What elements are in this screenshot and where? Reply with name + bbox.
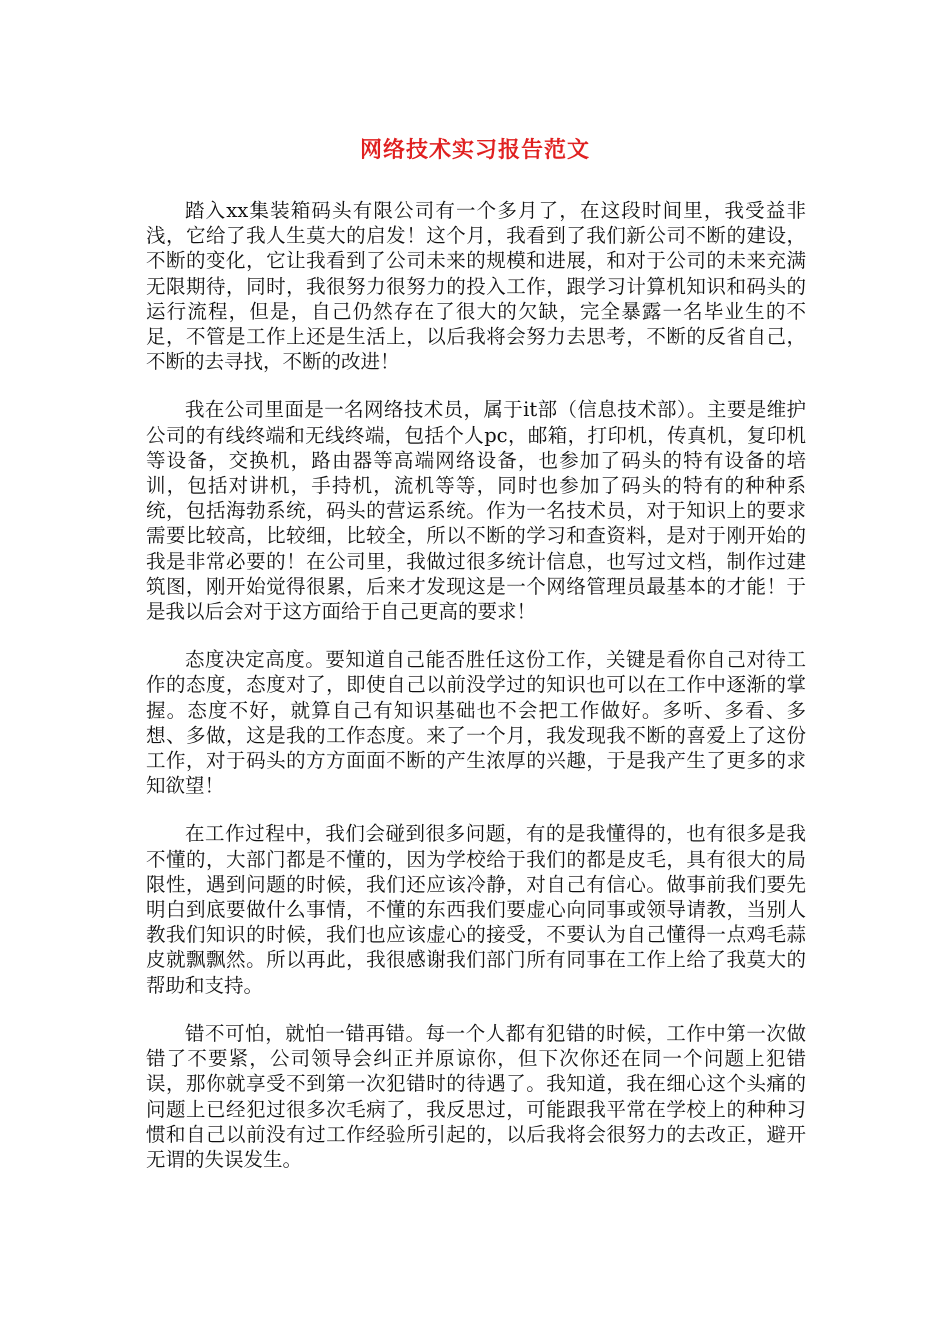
paragraph-3: 态度决定高度。要知道自己能否胜任这份工作，关键是看你自己对待工作的态度，态度对了，即使自己以前没学过的知识也可以在工作中逐渐的掌握。态度不好，就算自己有知识基础也不会把工作做好。多听、多看、多想、多做，这是我的工作态度。来了一个月，我发现我不断的喜爱上了这份工作，对于码头的方方面面不断的产生浓厚的兴趣，于是我产生了更多的求知欲望！ [146,648,806,798]
paragraph-1: 踏入xx集装箱码头有限公司有一个多月了，在这段时间里，我受益非浅，它给了我人生莫大的启发！这个月，我看到了我们新公司不断的建设，不断的变化，它让我看到了公司未来的规模和进展，和对于公司的未来充满无限期待，同时，我很努力很努力的投入工作，跟学习计算机知识和码头的运行流程，但是，自己仍然存在了很大的欠缺，完全暴露一名毕业生的不足，不管是工作上还是生活上，以后我将会努力去思考，不断的反省自己，不断的去寻找，不断的改进！ [146,199,806,374]
document-title: 网络技术实习报告范文 [359,138,590,163]
paragraph-5: 错不可怕，就怕一错再错。每一个人都有犯错的时候，工作中第一次做错了不要紧，公司领导会纠正并原谅你，但下次你还在同一个问题上犯错误，那你就享受不到第一次犯错时的待遇了。我知道，我在细心这个头痛的问题上已经犯过很多次毛病了，我反思过，可能跟我平常在学校上的种种习惯和自己以前没有过工作经验所引起的，以后我将会很努力的去改正，避开无谓的失误发生。 [146,1021,806,1171]
document-body [146,198,806,1195]
paragraph-2: 我在公司里面是一名网络技术员，属于it部（信息技术部）。主要是维护公司的有线终端和无线终端，包括个人pc，邮箱，打印机，传真机，复印机等设备，交换机，路由器等高端网络设备，也参加了码头的特有设备的培训，包括对讲机，手持机，流机等等，同时也参加了码头的特有的种种系统，包括海勃系统，码头的营运系统。作为一名技术员，对于知识上的要求需要比较高，比较细，比较全，所以不断的学习和查资料，是对于刚开始的我是非常必要的！在公司里，我做过很多统计信息，也写过文档，制作过建筑图，刚开始觉得很累，后来才发现这是一个网络管理员最基本的才能！于是我以后会对于这方面给于自己更高的要求！ [146,398,806,624]
paragraph-4: 在工作过程中，我们会碰到很多问题，有的是我懂得的，也有很多是我不懂的，大部门都是不懂的，因为学校给于我们的都是皮毛，具有很大的局限性，遇到问题的时候，我们还应该冷静，对自己有信心。做事前我们要先明白到底要做什么事情，不懂的东西我们要虚心向同事或领导请教，当别人教我们知识的时候，我们也应该虚心的接受，不要认为自己懂得一点鸡毛蒜皮就飘飘然。所以再此，我很感谢我们部门所有同事在工作上给了我莫大的帮助和支持。 [146,822,806,997]
